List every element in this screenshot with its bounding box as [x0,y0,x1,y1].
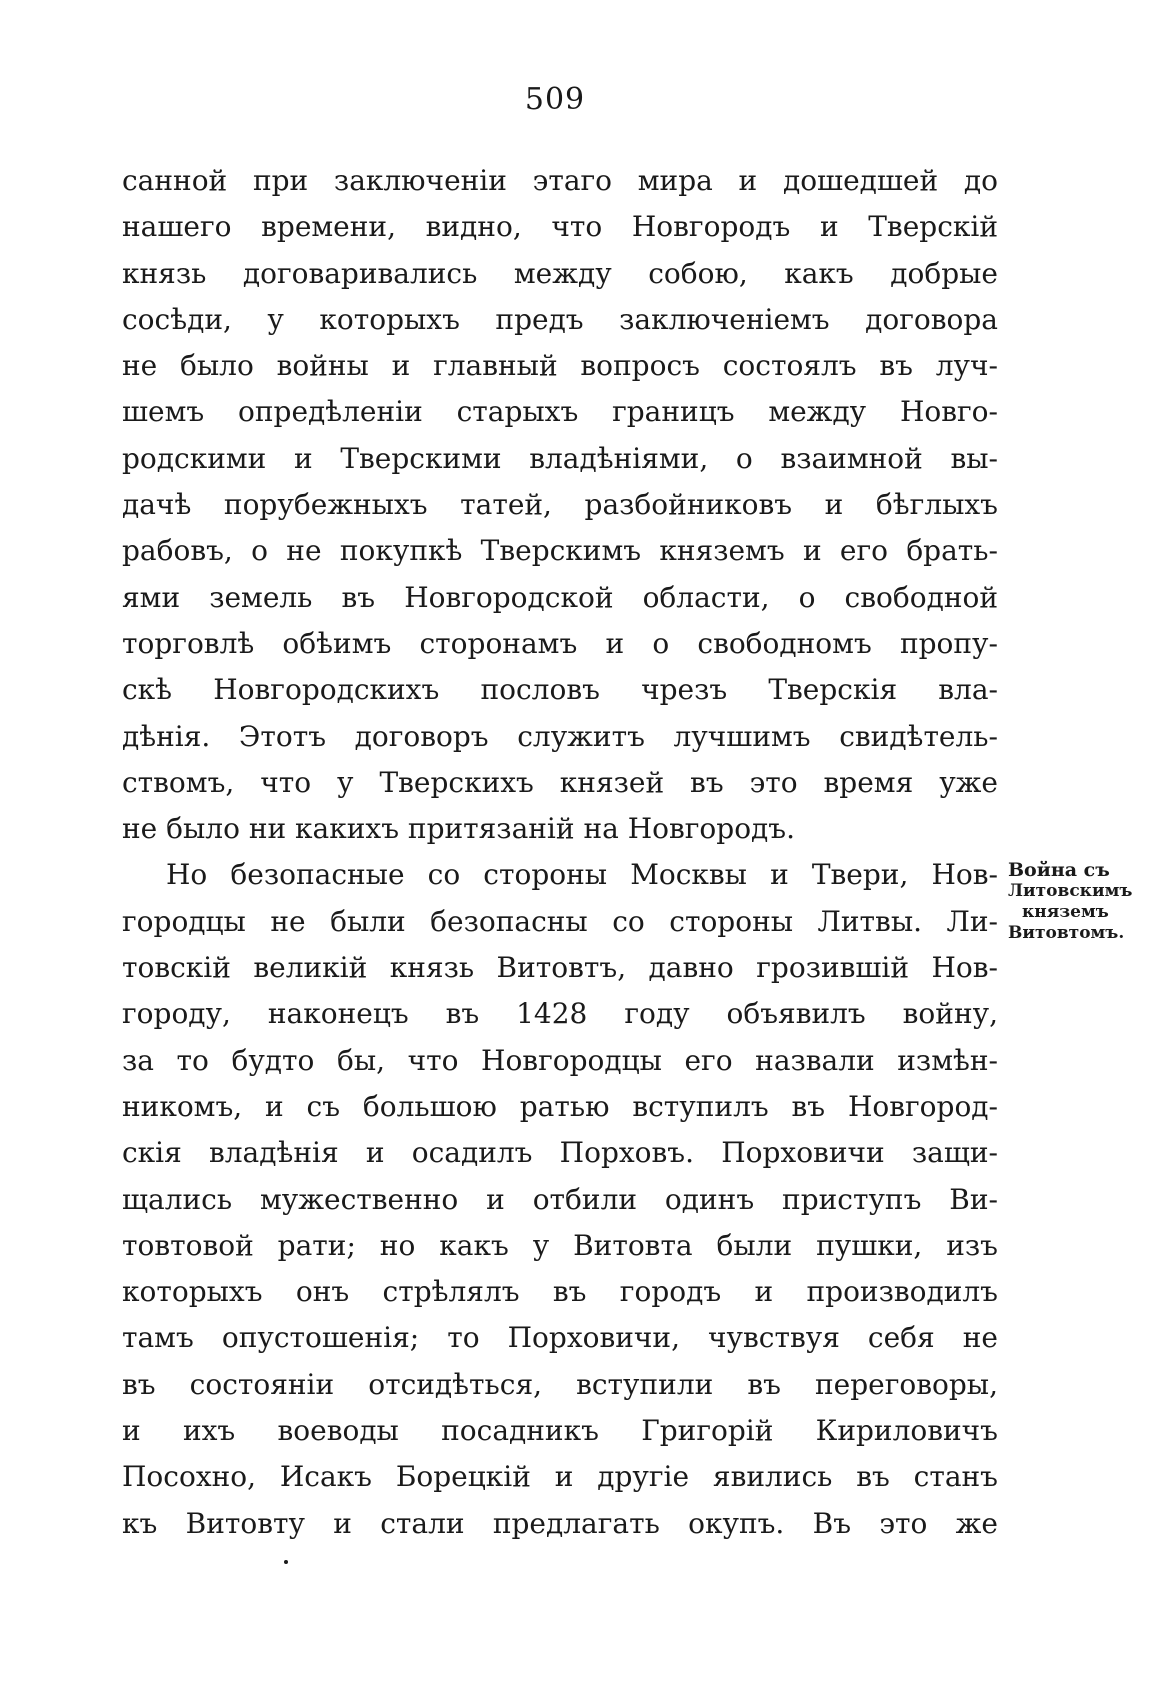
text-line: князь договаривались между собою, какъ добрые [122,256,998,290]
text-line: дачѣ порубежныхъ татей, разбойниковъ и бѣглыхъ [122,488,998,522]
page-number: 509 [524,82,586,117]
text-line: дѣнія. Этотъ договоръ служитъ лучшимъ свидѣтель- [122,719,998,753]
body-text [122,158,998,1547]
text-line: не было ни какихъ притязаній на Новгородъ. [122,812,796,846]
text-line: товскій великій князь Витовтъ, давно грозившій Нов- [122,951,998,985]
text-line: и ихъ воеводы посадникъ Григорій Кириловичъ [122,1414,998,1448]
text-line: никомъ, и съ большою ратью вступилъ въ Новгород- [122,1089,998,1123]
text-line: скѣ Новгородскихъ пословъ чрезъ Тверскія вла- [122,673,998,707]
text-line: городу, наконецъ въ 1428 году объявилъ войну, [122,997,998,1031]
text-line: городцы не были безопасны со стороны Литвы. Ли- [122,904,998,938]
text-line: Посохно, Исакъ Борецкій и другіе явились въ станъ [122,1460,998,1494]
margin-note-line: Витовтомъ. [1008,923,1125,943]
text-line: которыхъ онъ стрѣлялъ въ городъ и производилъ [122,1275,998,1309]
margin-note-line: княземъ [1022,902,1109,922]
text-line: родскими и Тверскими владѣніями, о взаимной вы- [122,441,998,475]
text-line: торговлѣ обѣимъ сторонамъ и о свободномъ пропу- [122,626,998,660]
text-line: ями земель въ Новгородской области, о свободной [122,580,998,614]
text-line: въ состояніи отсидѣться, вступили въ переговоры, [122,1367,998,1401]
text-line: щались мужественно и отбили одинъ приступъ Ви- [122,1182,998,1216]
margin-note [1008,860,1158,944]
text-line: скія владѣнія и осадилъ Порховъ. Порховичи защи- [122,1136,998,1170]
text-line: за то будто бы, что Новгородцы его назвали измѣн- [122,1043,998,1077]
text-line: къ Витовту и стали предлагать окупъ. Въ это же [122,1506,998,1540]
margin-note-line: Литовскимъ [1008,881,1133,901]
text-line: рабовъ, о не покупкѣ Тверскимъ княземъ и его брать- [122,534,998,568]
text-line: санной при заключеніи этаго мира и дошедшей до [122,164,998,197]
text-line: нашего времени, видно, что Новгородъ и Тверскій [122,210,998,244]
stray-dot [284,1560,288,1564]
text-line: не было войны и главный вопросъ состоялъ въ луч- [122,349,998,383]
margin-note-line: Война съ [1008,859,1110,881]
text-line: ствомъ, что у Тверскихъ князей въ это время уже [122,765,998,799]
text-line: сосѣди, у которыхъ предъ заключеніемъ договора [122,302,998,336]
text-line: шемъ опредѣленіи старыхъ границъ между Новго- [122,395,998,429]
text-line: Но безопасные со стороны Москвы и Твери, Нов- [166,858,998,892]
text-line: тамъ опустошенія; то Порховичи, чувствуя себя не [122,1321,998,1355]
text-line: товтовой рати; но какъ у Витовта были пушки, изъ [122,1228,998,1262]
